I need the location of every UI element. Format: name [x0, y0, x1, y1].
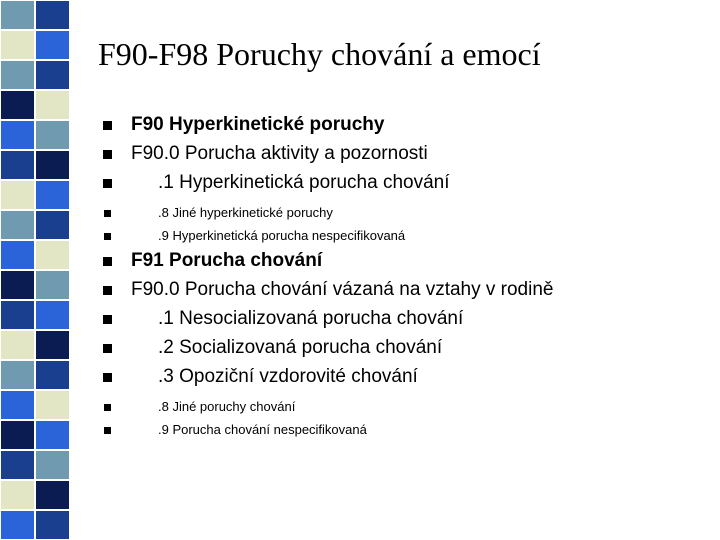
stripe-block	[0, 300, 35, 330]
square-bullet-icon	[104, 404, 111, 411]
stripe-block	[35, 240, 70, 270]
stripe-block	[0, 90, 35, 120]
stripe-block	[0, 510, 35, 540]
stripe-block	[0, 360, 35, 390]
stripe-block	[35, 90, 70, 120]
stripe-block	[35, 390, 70, 420]
stripe-block	[0, 270, 35, 300]
stripe-block	[0, 450, 35, 480]
list-item-label: F90.0 Porucha chování vázaná na vztahy v rodině	[131, 279, 554, 300]
section-heading: F91 Porucha chování	[131, 250, 323, 271]
stripe-block	[0, 480, 35, 510]
slide-title: F90-F98 Poruchy chování a emocí	[98, 36, 541, 72]
stripe-row	[0, 60, 70, 90]
stripe-block	[0, 180, 35, 210]
stripe-row	[0, 150, 70, 180]
stripe-block	[0, 210, 35, 240]
square-bullet-icon	[103, 179, 112, 188]
stripe-block	[0, 330, 35, 360]
list-item-label: .8 Jiné poruchy chování	[158, 399, 296, 414]
stripe-row	[0, 360, 70, 390]
stripe-row	[0, 180, 70, 210]
square-bullet-icon	[103, 373, 112, 382]
stripe-row	[0, 300, 70, 330]
section-heading: F90 Hyperkinetické poruchy	[131, 114, 385, 135]
square-bullet-icon	[103, 150, 112, 159]
stripe-row	[0, 270, 70, 300]
square-bullet-icon	[103, 315, 112, 324]
stripe-row	[0, 390, 70, 420]
square-bullet-icon	[103, 257, 112, 266]
stripe-block	[0, 120, 35, 150]
stripe-block	[0, 30, 35, 60]
square-bullet-icon	[103, 286, 112, 295]
stripe-block	[0, 420, 35, 450]
list-item-label: F90.0 Porucha aktivity a pozornosti	[131, 143, 428, 164]
stripe-row	[0, 30, 70, 60]
square-bullet-icon	[104, 210, 111, 217]
list-item-label: .1 Hyperkinetická porucha chování	[158, 172, 450, 193]
stripe-block	[35, 30, 70, 60]
list-item-label: .9 Porucha chování nespecifikovaná	[158, 422, 367, 437]
square-bullet-icon	[104, 233, 111, 240]
stripe-block	[0, 150, 35, 180]
list-item-label: .3 Opoziční vzdorovité chování	[158, 366, 418, 387]
stripe-block	[35, 210, 70, 240]
list-item-label: .1 Nesocializovaná porucha chování	[158, 308, 464, 329]
stripe-row	[0, 510, 70, 540]
stripe-row	[0, 330, 70, 360]
stripe-block	[35, 60, 70, 90]
stripe-block	[35, 480, 70, 510]
stripe-block	[35, 270, 70, 300]
stripe-block	[0, 60, 35, 90]
list-item-label: .2 Socializovaná porucha chování	[158, 337, 443, 358]
stripe-block	[0, 0, 35, 30]
stripe-block	[35, 0, 70, 30]
stripe-row	[0, 240, 70, 270]
stripe-row	[0, 0, 70, 30]
square-bullet-icon	[103, 121, 112, 130]
stripe-block	[0, 240, 35, 270]
stripe-row	[0, 120, 70, 150]
stripe-block	[35, 300, 70, 330]
stripe-block	[35, 180, 70, 210]
stripe-row	[0, 90, 70, 120]
square-bullet-icon	[104, 427, 111, 434]
stripe-block	[35, 150, 70, 180]
stripe-block	[35, 420, 70, 450]
square-bullet-icon	[103, 344, 112, 353]
list-item-label: .9 Hyperkinetická porucha nespecifikovaná	[158, 228, 406, 243]
stripe-row	[0, 480, 70, 510]
stripe-row	[0, 420, 70, 450]
decorative-stripe-bar	[0, 0, 70, 540]
stripe-block	[35, 120, 70, 150]
stripe-block	[35, 450, 70, 480]
stripe-block	[35, 510, 70, 540]
stripe-row	[0, 210, 70, 240]
list-item-label: .8 Jiné hyperkinetické poruchy	[158, 205, 333, 220]
stripe-block	[35, 330, 70, 360]
stripe-block	[0, 390, 35, 420]
stripe-row	[0, 450, 70, 480]
stripe-block	[35, 360, 70, 390]
